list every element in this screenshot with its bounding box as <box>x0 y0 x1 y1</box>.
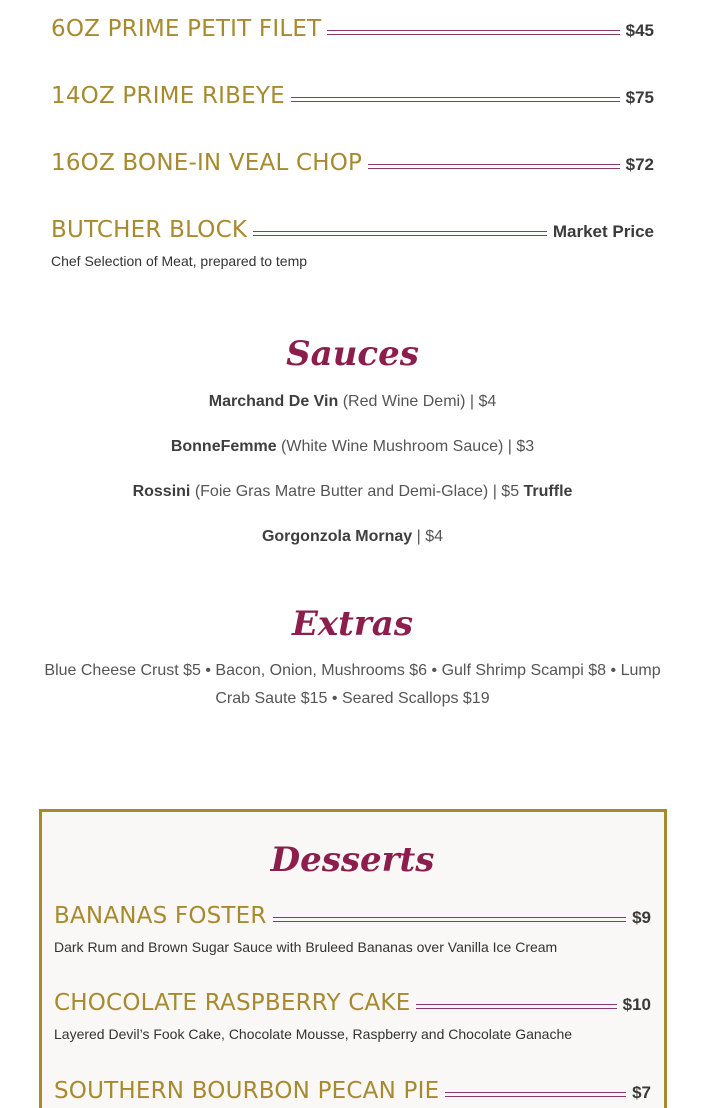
menu-item-ribeye <box>51 83 654 109</box>
leader-line <box>253 231 547 236</box>
item-price: $9 <box>632 908 651 927</box>
leader-line <box>416 1004 616 1009</box>
item-description: Dark Rum and Brown Sugar Sauce with Bruleed Bananas over Vanilla Ice Cream <box>54 939 558 955</box>
dessert-item-bananas-foster <box>54 903 651 929</box>
desserts-heading: Desserts <box>270 840 435 880</box>
item-name: BUTCHER BLOCK <box>51 217 248 243</box>
sauce-detail: | $4 <box>412 528 444 545</box>
menu-item-butcher-block <box>51 217 654 243</box>
sauce-name: Gorgonzola Mornay <box>261 528 413 545</box>
item-price: Market Price <box>552 222 654 241</box>
extras-list: Blue Cheese Crust $5 • Bacon, Onion, Mushrooms $6 • Gulf Shrimp Scampi $8 • Lump Crab Saute $15 • Seared Scallops $19 <box>44 662 661 707</box>
dessert-item-chocolate-raspberry-cake <box>54 990 651 1016</box>
menu-item-petit-filet <box>51 16 654 42</box>
item-description: Chef Selection of Meat, prepared to temp <box>51 253 308 269</box>
sauce-item <box>0 528 705 546</box>
item-price: $45 <box>625 21 654 40</box>
item-name: SOUTHERN BOURBON PECAN PIE <box>54 1078 440 1104</box>
sauce-detail: (Foie Gras Matre Butter and Demi-Glace) | $5 <box>190 483 524 500</box>
leader-line <box>368 164 620 169</box>
sauces-heading: Sauces <box>286 334 419 374</box>
extras-heading: Extras <box>292 604 413 644</box>
item-name: 14OZ PRIME RIBEYE <box>51 83 285 109</box>
sauce-item <box>0 438 705 456</box>
sauce-suffix: Truffle <box>523 483 573 500</box>
item-price: $10 <box>622 995 651 1014</box>
sauce-name: Rossini <box>132 483 191 500</box>
item-price: $72 <box>625 155 654 174</box>
sauce-detail: (White Wine Mushroom Sauce) | $3 <box>276 438 535 455</box>
sauce-name: Marchand De Vin <box>208 393 339 410</box>
sauce-item <box>0 483 705 501</box>
sauce-detail: (Red Wine Demi) | $4 <box>338 393 497 410</box>
item-price: $7 <box>632 1083 651 1102</box>
leader-line <box>291 97 620 102</box>
item-name: BANANAS FOSTER <box>54 903 267 929</box>
item-name: 16OZ BONE-IN VEAL CHOP <box>51 150 363 176</box>
sauce-name: BonneFemme <box>170 438 277 455</box>
item-description: Layered Devil’s Fook Cake, Chocolate Mousse, Raspberry and Chocolate Ganache <box>54 1026 573 1042</box>
item-name: CHOCOLATE RASPBERRY CAKE <box>54 990 411 1016</box>
item-name: 6OZ PRIME PETIT FILET <box>51 16 322 42</box>
item-price: $75 <box>625 88 654 107</box>
sauce-item <box>0 393 705 411</box>
leader-line <box>445 1092 626 1097</box>
dessert-item-pecan-pie <box>54 1078 651 1104</box>
leader-line <box>273 917 626 922</box>
menu-item-veal-chop <box>51 150 654 176</box>
leader-line <box>327 30 619 35</box>
